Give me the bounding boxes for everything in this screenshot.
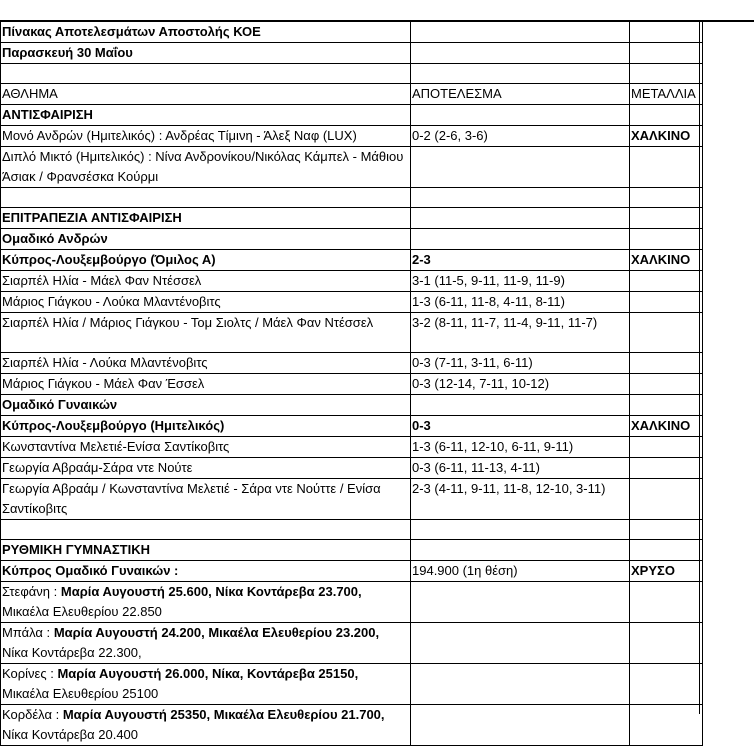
- apparatus-name: Στεφάνη :: [2, 584, 58, 599]
- result-cell[interactable]: 0-3 (12-14, 7-11, 10-12): [411, 374, 630, 395]
- medal-cell[interactable]: [630, 479, 703, 520]
- apparatus-scores-rest: Μικαέλα Ελευθερίου 22.850: [2, 604, 162, 619]
- event-cell[interactable]: Γεωργία Αβραάμ-Σάρα ντε Νούτε: [1, 458, 411, 479]
- result-cell[interactable]: [411, 147, 630, 188]
- result-cell[interactable]: [411, 623, 630, 664]
- cell[interactable]: [411, 208, 630, 229]
- event-cell[interactable]: Κύπρος-Λουξεμβούργο (Όμιλος Α): [1, 250, 411, 271]
- apparatus-name: Κορδέλα :: [2, 707, 60, 722]
- medal-cell[interactable]: [630, 147, 703, 188]
- header-medal[interactable]: ΜΕΤΑΛΛΙΑ: [630, 84, 703, 105]
- results-table: [0, 21, 703, 746]
- result-cell[interactable]: 1-3 (6-11, 11-8, 4-11, 8-11): [411, 292, 630, 313]
- result-cell[interactable]: [411, 705, 630, 746]
- apparatus-name: Κορίνες :: [2, 666, 54, 681]
- medal-cell[interactable]: [630, 374, 703, 395]
- medal-cell[interactable]: [630, 271, 703, 292]
- medal-cell[interactable]: ΧΡΥΣΟ: [630, 561, 703, 582]
- event-cell[interactable]: Μάριος Γιάγκου - Μάελ Φαν Έσσελ: [1, 374, 411, 395]
- apparatus-scores-rest: Νίκα Κοντάρεβα 22.300,: [2, 645, 142, 660]
- cell[interactable]: [630, 229, 703, 250]
- section-table-tennis[interactable]: ΕΠΙΤΡΑΠΕΖΙΑ ΑΝΤΙΣΦΑΙΡΙΣΗ: [1, 208, 411, 229]
- apparatus-scores: Μαρία Αυγουστή 24.200, Μικαέλα Ελευθερίου 23.200,: [53, 625, 380, 640]
- medal-cell[interactable]: [630, 292, 703, 313]
- sheet-top-border: [0, 0, 754, 22]
- empty-cell[interactable]: [630, 188, 703, 208]
- empty-cell[interactable]: [411, 188, 630, 208]
- cell[interactable]: [411, 540, 630, 561]
- cell[interactable]: [411, 229, 630, 250]
- result-cell[interactable]: [411, 582, 630, 623]
- result-cell[interactable]: [411, 664, 630, 705]
- medal-cell[interactable]: [630, 353, 703, 374]
- medal-cell[interactable]: ΧΑΛΚΙΝΟ: [630, 250, 703, 271]
- cell[interactable]: [630, 43, 703, 64]
- cell[interactable]: [411, 395, 630, 416]
- empty-cell[interactable]: [411, 520, 630, 540]
- event-cell[interactable]: Μονό Ανδρών (Ημιτελικός) : Ανδρέας Τίμινη - Άλεξ Ναφ (LUX): [1, 126, 411, 147]
- event-cell[interactable]: Κύπρος Ομαδικό Γυναικών :: [1, 561, 411, 582]
- medal-cell[interactable]: [630, 705, 703, 746]
- sheet-title[interactable]: Πίνακας Αποτελεσμάτων Αποστολής ΚΟΕ: [1, 22, 411, 43]
- cell[interactable]: [630, 395, 703, 416]
- result-cell[interactable]: 3-2 (8-11, 11-7, 11-4, 9-11, 11-7): [411, 313, 630, 353]
- cell[interactable]: [630, 22, 703, 43]
- apparatus-cell[interactable]: [1, 705, 411, 746]
- event-cell[interactable]: Σιαρπέλ Ηλία - Λούκα Μλαντένοβιτς: [1, 353, 411, 374]
- result-cell[interactable]: 3-1 (11-5, 9-11, 11-9, 11-9): [411, 271, 630, 292]
- empty-cell[interactable]: [1, 188, 411, 208]
- apparatus-scores-rest: Μικαέλα Ελευθερίου 25100: [2, 686, 159, 701]
- cell[interactable]: [630, 208, 703, 229]
- subsection-women-team[interactable]: Ομαδικό Γυναικών: [1, 395, 411, 416]
- medal-cell[interactable]: [630, 664, 703, 705]
- medal-cell[interactable]: [630, 313, 703, 353]
- event-cell[interactable]: Σιαρπέλ Ηλία / Μάριος Γιάγκου - Τομ Σιολτς / Μάελ Φαν Ντέσσελ: [1, 313, 411, 353]
- apparatus-cell[interactable]: [1, 623, 411, 664]
- apparatus-name: Μπάλα :: [2, 625, 51, 640]
- apparatus-scores-rest: Νίκα Κοντάρεβα 20.400: [2, 727, 139, 742]
- subsection-men-team[interactable]: Ομαδικό Ανδρών: [1, 229, 411, 250]
- apparatus-scores: Μαρία Αυγουστή 26.000, Νίκα, Κοντάρεβα 25150,: [57, 666, 359, 681]
- cell[interactable]: [630, 540, 703, 561]
- header-sport[interactable]: ΑΘΛΗΜΑ: [1, 84, 411, 105]
- empty-cell[interactable]: [411, 64, 630, 84]
- apparatus-cell[interactable]: [1, 582, 411, 623]
- medal-cell[interactable]: [630, 437, 703, 458]
- apparatus-scores: Μαρία Αυγουστή 25350, Μικαέλα Ελευθερίου 21.700,: [62, 707, 385, 722]
- header-result[interactable]: ΑΠΟΤΕΛΕΣΜΑ: [411, 84, 630, 105]
- cell[interactable]: [411, 43, 630, 64]
- medal-cell[interactable]: ΧΑΛΚΙΝΟ: [630, 416, 703, 437]
- cell[interactable]: [411, 105, 630, 126]
- result-cell[interactable]: 2-3 (4-11, 9-11, 11-8, 12-10, 3-11): [411, 479, 630, 520]
- event-cell[interactable]: Σιαρπέλ Ηλία - Μάελ Φαν Ντέσσελ: [1, 271, 411, 292]
- result-cell[interactable]: 0-3: [411, 416, 630, 437]
- result-cell[interactable]: 0-3 (7-11, 3-11, 6-11): [411, 353, 630, 374]
- result-cell[interactable]: 1-3 (6-11, 12-10, 6-11, 9-11): [411, 437, 630, 458]
- empty-cell[interactable]: [630, 520, 703, 540]
- event-cell[interactable]: Γεωργία Αβραάμ / Κωνσταντίνα Μελετιέ - Σάρα ντε Νούττε / Ενίσα Σαντίκοβιτς: [1, 479, 411, 520]
- result-cell[interactable]: 194.900 (1η θέση): [411, 561, 630, 582]
- apparatus-cell[interactable]: [1, 664, 411, 705]
- event-cell[interactable]: Διπλό Μικτό (Ημιτελικός) : Νίνα Ανδρονίκου/Νικόλας Κάμπελ - Μάθιου Άσιακ / Φρανσέσκα Κούρμι: [1, 147, 411, 188]
- result-cell[interactable]: 0-3 (6-11, 11-13, 4-11): [411, 458, 630, 479]
- cell[interactable]: [411, 22, 630, 43]
- section-tennis[interactable]: ΑΝΤΙΣΦΑΙΡΙΣΗ: [1, 105, 411, 126]
- medal-cell[interactable]: [630, 623, 703, 664]
- section-gymnastics[interactable]: ΡΥΘΜΙΚΗ ΓΥΜΝΑΣΤΙΚΗ: [1, 540, 411, 561]
- result-cell[interactable]: 0-2 (2-6, 3-6): [411, 126, 630, 147]
- medal-cell[interactable]: [630, 458, 703, 479]
- event-cell[interactable]: Κύπρος-Λουξεμβούργο (Ημιτελικός): [1, 416, 411, 437]
- empty-cell[interactable]: [1, 520, 411, 540]
- sheet-date[interactable]: Παρασκευή 30 Μαΐου: [1, 43, 411, 64]
- medal-cell[interactable]: ΧΑΛΚΙΝΟ: [630, 126, 703, 147]
- medal-cell[interactable]: [630, 582, 703, 623]
- empty-cell[interactable]: [630, 64, 703, 84]
- empty-cell[interactable]: [1, 64, 411, 84]
- event-cell[interactable]: Κωνσταντίνα Μελετιέ-Ενίσα Σαντίκοβιτς: [1, 437, 411, 458]
- cell[interactable]: [630, 105, 703, 126]
- apparatus-scores: Μαρία Αυγουστή 25.600, Νίκα Κοντάρεβα 23.700,: [60, 584, 362, 599]
- result-cell[interactable]: 2-3: [411, 250, 630, 271]
- event-cell[interactable]: Μάριος Γιάγκου - Λούκα Μλαντένοβιτς: [1, 292, 411, 313]
